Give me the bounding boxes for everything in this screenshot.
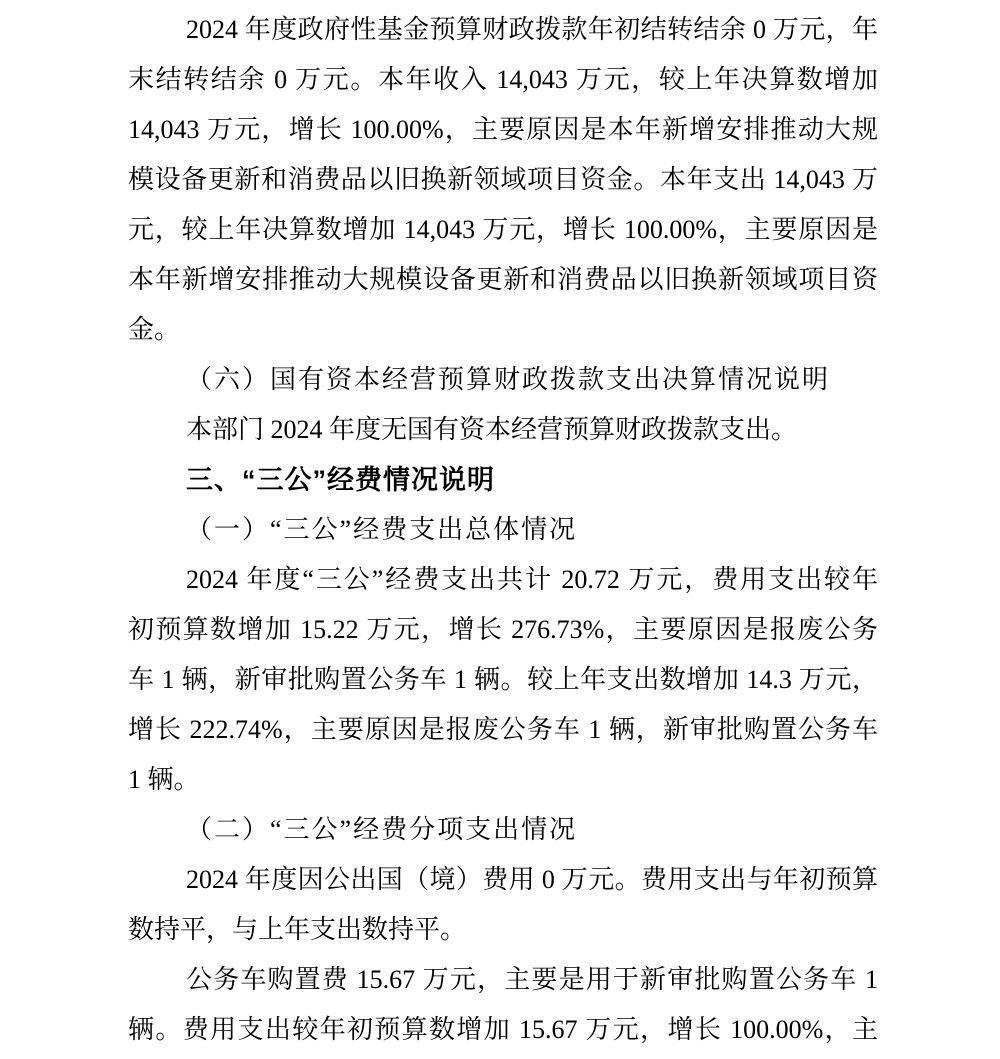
subsection-heading-one: （一）“三公”经费支出总体情况 xyxy=(186,515,578,544)
paragraph-line: 末结转结余 0 万元。本年收入 14,043 万元，较上年决算数增加 xyxy=(128,65,878,94)
paragraph-line: 模设备更新和消费品以旧换新领域项目资金。本年支出 14,043 万 xyxy=(128,165,878,194)
paragraph-line: 金。 xyxy=(128,315,181,344)
paragraph-line: 本年新增安排推动大规模设备更新和消费品以旧换新领域项目资 xyxy=(128,265,878,294)
paragraph-line: 车 1 辆，新审批购置公务车 1 辆。较上年支出数增加 14.3 万元， xyxy=(128,665,878,694)
subsection-heading-two: （二）“三公”经费分项支出情况 xyxy=(186,815,578,844)
paragraph-line: 14,043 万元，增长 100.00%，主要原因是本年新增安排推动大规 xyxy=(128,115,878,144)
paragraph-line: 辆。费用支出较年初预算数增加 15.67 万元，增长 100.00%，主 xyxy=(128,1015,878,1044)
paragraph-line: 2024 年度“三公”经费支出共计 20.72 万元，费用支出较年 xyxy=(186,565,878,594)
paragraph-line: 公务车购置费 15.67 万元，主要是用于新审批购置公务车 1 xyxy=(186,965,878,994)
paragraph-line: 元，较上年决算数增加 14,043 万元，增长 100.00%，主要原因是 xyxy=(128,215,878,244)
paragraph-line: 数持平，与上年支出数持平。 xyxy=(128,915,467,944)
paragraph-line: 本部门 2024 年度无国有资本经营预算财政拨款支出。 xyxy=(186,415,798,444)
paragraph-line: 初预算数增加 15.22 万元，增长 276.73%，主要原因是报废公务 xyxy=(128,615,878,644)
subsection-heading-six: （六）国有资本经营预算财政拨款支出决算情况说明 xyxy=(186,365,831,394)
paragraph-line: 增长 222.74%，主要原因是报废公务车 1 辆，新审批购置公务车 xyxy=(128,715,878,744)
paragraph-line: 1 辆。 xyxy=(128,765,200,794)
section-heading-three-public-expenses: 三、“三公”经费情况说明 xyxy=(186,465,495,495)
paragraph-line: 2024 年度因公出国（境）费用 0 万元。费用支出与年初预算 xyxy=(186,865,878,894)
paragraph-line: 2024 年度政府性基金预算财政拨款年初结转结余 0 万元，年 xyxy=(186,15,878,44)
